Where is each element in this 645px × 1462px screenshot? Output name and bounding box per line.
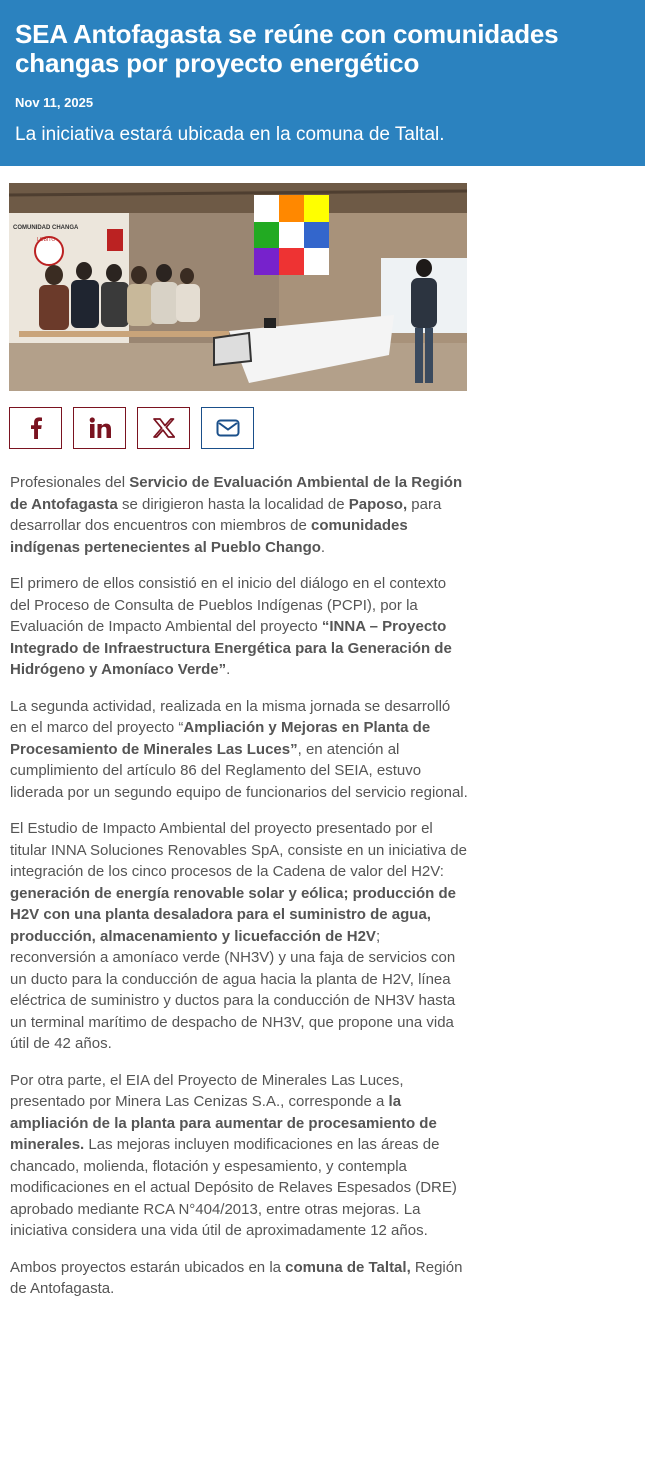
bold-text: Servicio de Evaluación Ambiental de la Región de Antofagasta: [10, 474, 463, 513]
text-run: .: [320, 538, 326, 556]
page-title: SEA Antofagasta se reúne con comunidades changas por proyecto energético: [15, 19, 559, 78]
text-run: El primero de ellos consistió en el inicio del diálogo en el contexto del Proceso de Consulta de Pueblos Indígenas (PCPI), por la Evaluación de Impacto Ambiental del proyecto: [10, 575, 447, 635]
text-run: Región de Antofagasta.: [10, 1258, 463, 1297]
text-run: La segunda actividad, realizada en la misma jornada se desarrolló en el marco del proyecto “: [10, 697, 451, 736]
paragraph-4: [10, 818, 468, 1055]
publish-date: Nov 11, 2025: [15, 95, 94, 110]
meeting-photo-illustration: [9, 183, 467, 391]
text-run: Las mejoras incluyen modificaciones en las áreas de chancado, molienda, flotación y espesamiento, y contempla modificaciones en el actual Depósito de Relaves Espesados (DRE) aprobado mediante RCA N°404/2013, entre otras mejoras. La iniciativa considera una vida útil de aproximadamente 12 años.: [10, 1136, 457, 1239]
email-share-button[interactable]: [201, 407, 254, 449]
bold-text: comunidades indígenas pertenecientes al Pueblo Chango: [10, 517, 408, 556]
paragraph-2: [10, 573, 468, 681]
text-run: se dirigieron hasta la localidad de: [117, 495, 349, 513]
mail-icon: [216, 419, 240, 437]
bold-text: la ampliación de la planta para aumentar de procesamiento de minerales.: [10, 1093, 437, 1153]
wiphala-flag: [254, 195, 329, 275]
article-body: [10, 472, 468, 1315]
paragraph-3: [10, 696, 468, 804]
share-bar: [9, 407, 254, 449]
text-run: ; reconversión a amoníaco verde (NH3V) y una faja de servicios con un ducto para la conducción de agua hacia la planta de H2V, línea eléctrica de suministro y ductos para la conducción de NH3V hasta un terminal marítimo de despacho de NH3V, que propone una vida útil de 42 años.: [10, 927, 456, 1052]
text-run: Ambos proyectos estarán ubicados en la: [10, 1258, 286, 1276]
bold-text: generación de energía renovable solar y eólica; producción de H2V con una planta desaladora para el suministro de agua, producción, almacenamiento y licuefacción de H2V: [10, 884, 456, 945]
text-run: Profesionales del: [10, 474, 130, 491]
facebook-share-button[interactable]: [9, 407, 62, 449]
text-run: para desarrollar dos encuentros con miembros de: [10, 495, 442, 534]
paragraph-6: [10, 1257, 468, 1300]
facebook-icon: [27, 417, 45, 439]
text-run: El Estudio de Impacto Ambiental del proyecto presentado por el titular INNA Soluciones Renovables SpA, consiste en un iniciativa de integración de los cinco procesos de la Cadena de valor del H2V:: [10, 820, 467, 880]
text-run: Por otra parte, el EIA del Proyecto de Minerales Las Luces, presentado por Minera Las Cenizas S.A., corresponde a: [10, 1071, 404, 1110]
bold-text: “INNA – Proyecto Integrado de Infraestructura Energética para la Generación de Hidrógeno y Amoníaco Verde”: [10, 618, 452, 678]
banner-text: COMUNIDAD CHANGA: [13, 225, 79, 231]
article-subtitle: La iniciativa estará ubicada en la comuna de Taltal.: [15, 124, 445, 145]
x-icon: [153, 418, 175, 438]
linkedin-share-button[interactable]: [73, 407, 126, 449]
linkedin-icon: [89, 417, 111, 439]
paragraph-1: [10, 472, 468, 558]
article-photo: [9, 183, 467, 391]
article-header: [0, 0, 645, 166]
paragraph-5: [10, 1070, 468, 1242]
x-share-button[interactable]: [137, 407, 190, 449]
bold-text: comuna de Taltal,: [285, 1258, 411, 1276]
text-run: .: [226, 661, 231, 678]
text-run: , en atención al cumplimiento del artículo 86 del Reglamento del SEIA, estuvo liderada por un segundo equipo de funcionarios del servicio regional.: [10, 740, 468, 801]
bold-text: Paposo,: [348, 495, 408, 513]
bold-text: Ampliación y Mejoras en Planta de Procesamiento de Minerales Las Luces”: [10, 719, 431, 758]
banner-logo-text: LOBITO: [37, 237, 56, 243]
